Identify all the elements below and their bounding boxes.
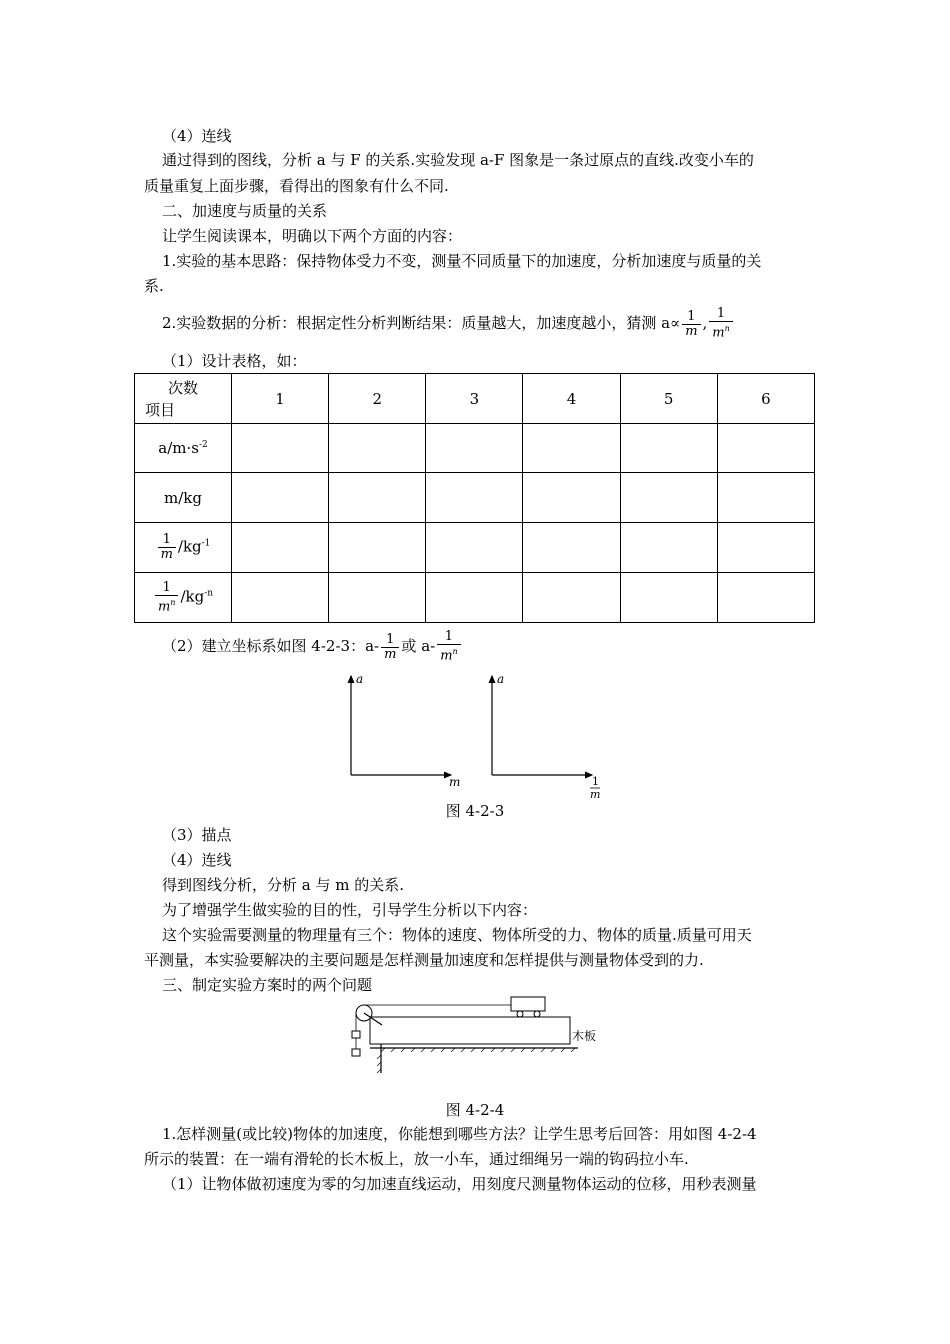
paragraph-plot-points: （3）描点 bbox=[162, 826, 232, 844]
row-label-inverse-mass-n: $\frac{1}{m^n}$ $/kg^{-n}$ bbox=[135, 573, 232, 623]
table-header-cell: 1 bbox=[232, 374, 329, 424]
row-label-inverse-mass: $\frac{1}{m}$ $/kg^{-1}$ bbox=[135, 523, 232, 573]
data-analysis-text: 2.实验数据的分析：根据定性分析判断结果：质量越大，加速度越小，猜测 a∝ bbox=[162, 314, 681, 332]
paragraph-lianxian-2: （4）连线 bbox=[162, 851, 232, 869]
paragraph-coordinate-system: （2）建立坐标系如图 4-2-3：a- $\frac{1}{m}$ 或 a- $\frac{1}{m^n}$ bbox=[162, 628, 826, 664]
comma: , bbox=[702, 314, 708, 332]
fraction-1-over-m-n: $\frac{1}{m^n}$ bbox=[709, 307, 732, 340]
row-label-acceleration: $a/m\cdot s^{-2}$ bbox=[135, 424, 232, 473]
paragraph-analyze-am: 得到图线分析，分析 a 与 m 的关系. bbox=[162, 876, 405, 894]
paragraph-basic-idea-2: 系. bbox=[144, 277, 164, 295]
paragraph-purpose: 为了增强学生做实验的目的性，引导学生分析以下内容： bbox=[162, 901, 538, 919]
paragraph-measure-accel-1: 1.怎样测量(或比较)物体的加速度，你能想到哪些方法？让学生思考后回答：用如图 4-2-4 bbox=[162, 1125, 757, 1143]
apparatus-diagram bbox=[340, 995, 620, 1080]
board-label: 木板 bbox=[572, 1029, 597, 1043]
row-label-mass: m/kg bbox=[135, 473, 232, 523]
axis-label-x-m: m bbox=[449, 775, 461, 789]
table-header-cell: 5 bbox=[620, 374, 717, 424]
section-heading-3: 三、制定实验方案时的两个问题 bbox=[162, 976, 373, 994]
paragraph-read-textbook: 让学生阅读课本，明确以下两个方面的内容： bbox=[162, 227, 463, 245]
paragraph-measure-accel-2: 所示的装置：在一端有滑轮的长木板上，放一小车，通过细绳另一端的钩码拉小车. bbox=[144, 1150, 689, 1168]
figure-caption-4-2-3: 图 4-2-3 bbox=[445, 802, 505, 820]
table-header-cell: 3 bbox=[426, 374, 523, 424]
table-header-cell: 6 bbox=[717, 374, 814, 424]
paragraph-quantities-2: 平测量，本实验要解决的主要问题是怎样测量加速度和怎样提供与测量物体受到的力. bbox=[144, 951, 704, 969]
axis-label-y: a bbox=[497, 672, 505, 686]
paragraph-lianxian-1: （4）连线 bbox=[162, 127, 232, 145]
section-heading-2: 二、加速度与质量的关系 bbox=[162, 202, 328, 220]
paragraph-basic-idea-1: 1.实验的基本思路：保持物体受力不变，测量不同质量下的加速度，分析加速度与质量的关 bbox=[162, 252, 762, 270]
graph-a-vs-inverse-m bbox=[492, 672, 600, 801]
table-header-cell: 4 bbox=[523, 374, 620, 424]
paragraph-quantities-1: 这个实验需要测量的物理量有三个：物体的速度、物体所受的力、物体的质量.质量可用天 bbox=[162, 926, 752, 944]
paragraph-af-analysis-1: 通过得到的图线，分析 a 与 F 的关系.实验发现 a-F 图象是一条过原点的直线.改变小车的 bbox=[162, 151, 754, 169]
graph-a-vs-m bbox=[351, 672, 460, 789]
paragraph-design-table: （1）设计表格，如： bbox=[162, 352, 307, 370]
corner-label-item: 项目 bbox=[145, 400, 176, 419]
axis-label-y: a bbox=[356, 672, 364, 686]
fraction-1-over-m: $\frac{1}{m}$ bbox=[682, 310, 700, 339]
paragraph-method-1: （1）让物体做初速度为零的匀加速直线运动，用刻度尺测量物体运动的位移，用秒表测量 bbox=[162, 1175, 757, 1193]
paragraph-af-analysis-2: 质量重复上面步骤，看得出的图象有什么不同. bbox=[144, 177, 449, 195]
axis-label-x-den: m bbox=[590, 788, 601, 801]
figure-caption-4-2-4: 图 4-2-4 bbox=[445, 1101, 505, 1119]
axis-label-x-num: 1 bbox=[592, 775, 599, 788]
fraction-1-over-m: $\frac{1}{m}$ bbox=[381, 633, 399, 662]
corner-label-count: 次数 bbox=[167, 378, 198, 397]
table-header-cell: 2 bbox=[329, 374, 426, 424]
fraction-1-over-m-n: $\frac{1}{m^n}$ bbox=[437, 630, 460, 663]
